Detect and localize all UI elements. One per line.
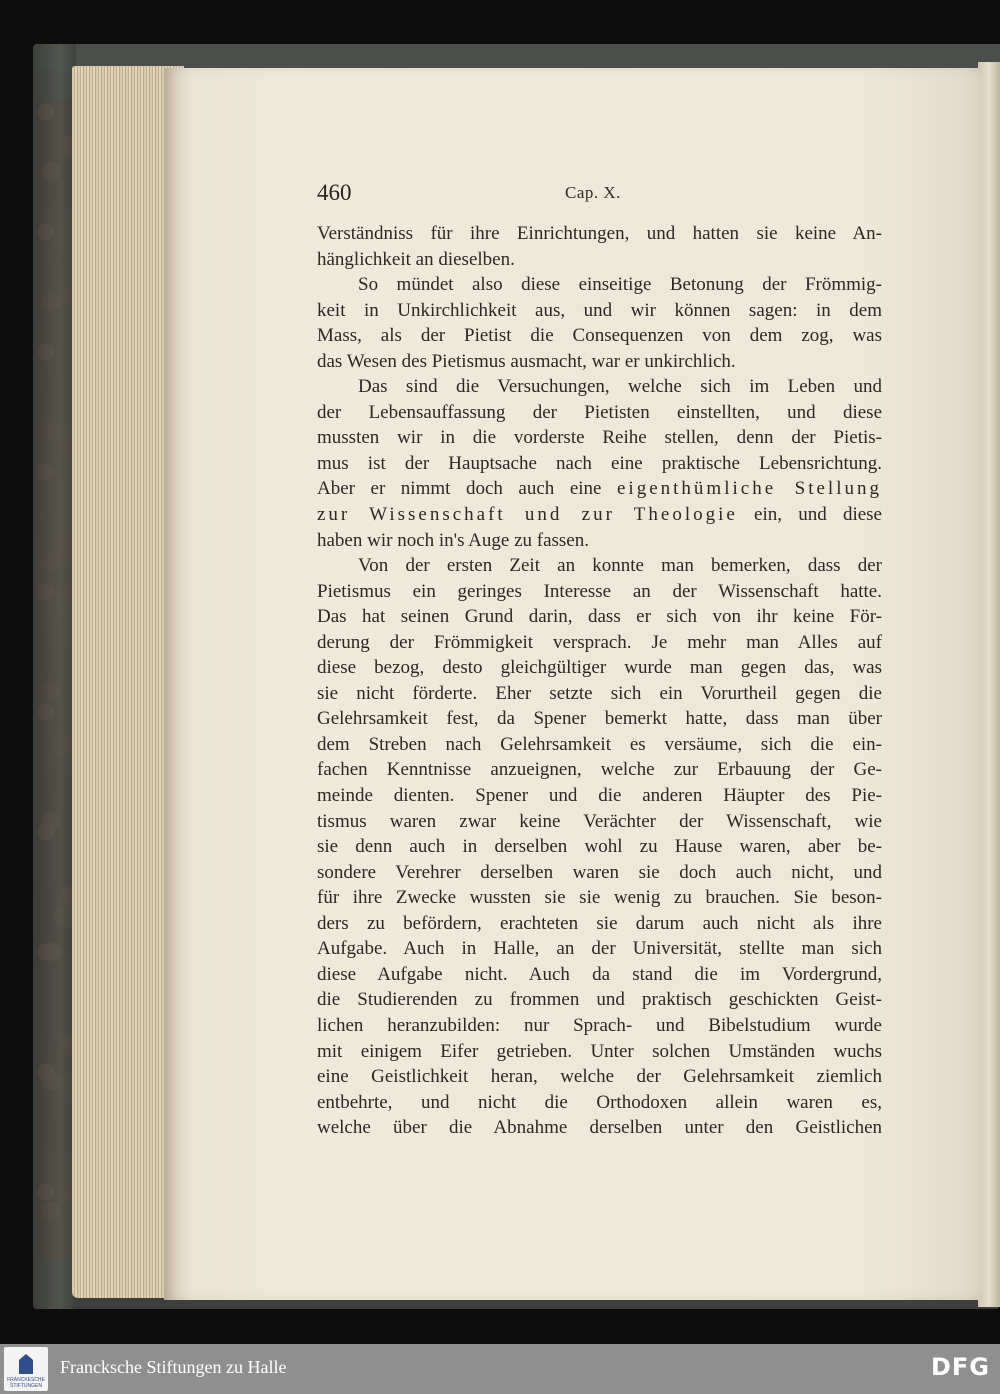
- chapter-title: Cap. X.: [565, 183, 621, 202]
- text-line: So mündet also diese einseitige Betonung der Frömmig-: [358, 274, 882, 296]
- footer-bar: [0, 1344, 1000, 1394]
- text-line: Verständniss für ihre Einrichtungen, und hatten sie keine An-: [317, 223, 882, 244]
- logo-text: FRANCKESCHE STIFTUNGEN: [7, 1377, 45, 1389]
- institution-name[interactable]: Francksche Stiftungen zu Halle: [60, 1357, 287, 1377]
- text-line: das Wesen des Pietismus ausmacht, war er unkirchlich.: [317, 350, 736, 372]
- text-line: die Studierenden zu frommen und praktisch geschickten Geist-: [317, 989, 882, 1011]
- text-line: Von der ersten Zeit an konnte man bemerken, dass der: [358, 555, 882, 577]
- text-line: mus ist der Hauptsache nach eine praktische Lebensrichtung.: [317, 452, 882, 474]
- text-line: keit in Unkirchlichkeit aus, und wir können sagen: in dem: [317, 299, 882, 321]
- text-line: welche über die Abnahme derselben unter den Geistlichen: [317, 1117, 882, 1139]
- text-line: eine Geistlichkeit heran, welche der Gelehrsamkeit ziemlich: [317, 1066, 882, 1088]
- text-line: Das hat seinen Grund darin, dass er sich von ihr keine För-: [317, 606, 882, 628]
- text-line: für ihre Zwecke wussten sie sie wenig zu brauchen. Sie beson-: [317, 887, 882, 909]
- text-line: Aufgabe. Auch in Halle, an der Universität, stellte man sich: [317, 938, 882, 960]
- text-line: sie denn auch in derselben wohl zu Hause waren, aber be-: [317, 836, 882, 858]
- building-icon: [19, 1354, 33, 1374]
- text-line: sondere Verehrer derselben waren sie doch auch nicht, und: [317, 861, 882, 883]
- text-line: tismus waren zwar keine Verächter der Wissenschaft, wie: [317, 810, 882, 832]
- page-body-text: [317, 221, 882, 1141]
- running-header: [317, 180, 887, 214]
- text-line: dem Streben nach Gelehrsamkeit es versäume, sich die ein-: [317, 733, 882, 755]
- text-line: haben wir noch in's Auge zu fassen.: [317, 529, 589, 551]
- text-line: ders zu befördern, erachteten sie darum auch nicht als ihre: [317, 912, 882, 934]
- text-line: Pietismus ein geringes Interesse an der Wissenschaft hatte.: [317, 580, 882, 602]
- text-line: entbehrte, und nicht die Orthodoxen allein waren es,: [317, 1091, 882, 1113]
- institution-logo[interactable]: [4, 1347, 48, 1391]
- text-line: hänglichkeit an dieselben.: [317, 248, 515, 270]
- text-line: fachen Kenntnisse anzueignen, welche zur Erbauung der Ge-: [317, 759, 882, 781]
- text-line: lichen heranzubilden: nur Sprach- und Bibelstudium wurde: [317, 1014, 882, 1036]
- text-line: meinde dienten. Spener und die anderen Häupter des Pie-: [317, 785, 882, 807]
- text-line: mussten wir in die vorderste Reihe stellen, denn der Pietis-: [317, 427, 882, 449]
- text-line: sie nicht förderte. Eher setzte sich ein Vorurtheil gegen die: [317, 682, 882, 704]
- text-line: Mass, als der Pietist die Consequenzen von dem zog, was: [317, 325, 882, 347]
- dfg-logo[interactable]: DFG: [930, 1353, 990, 1381]
- text-line: Das sind die Versuchungen, welche sich im Leben und: [358, 376, 882, 398]
- text-line: diese Aufgabe nicht. Auch da stand die im Vordergrund,: [317, 963, 882, 985]
- text-line: Gelehrsamkeit fest, da Spener bemerkt hatte, dass man über: [317, 708, 882, 730]
- text-line: zur Wissenschaft und zur Theologie ein, und diese: [317, 504, 882, 526]
- text-line: derung der Frömmigkeit versprach. Je mehr man Alles auf: [317, 631, 882, 653]
- text-line: Aber er nimmt doch auch eine eigenthümliche Stellung: [317, 478, 882, 500]
- text-line: diese bezog, desto gleichgültiger wurde man gegen das, was: [317, 657, 882, 679]
- page-number: 460: [317, 180, 352, 205]
- text-line: der Lebensauffassung der Pietisten einstellten, und diese: [317, 401, 882, 423]
- text-line: mit einigem Eifer getrieben. Unter solchen Umständen wuchs: [317, 1040, 882, 1062]
- binding-cloth-spine: [36, 44, 76, 1309]
